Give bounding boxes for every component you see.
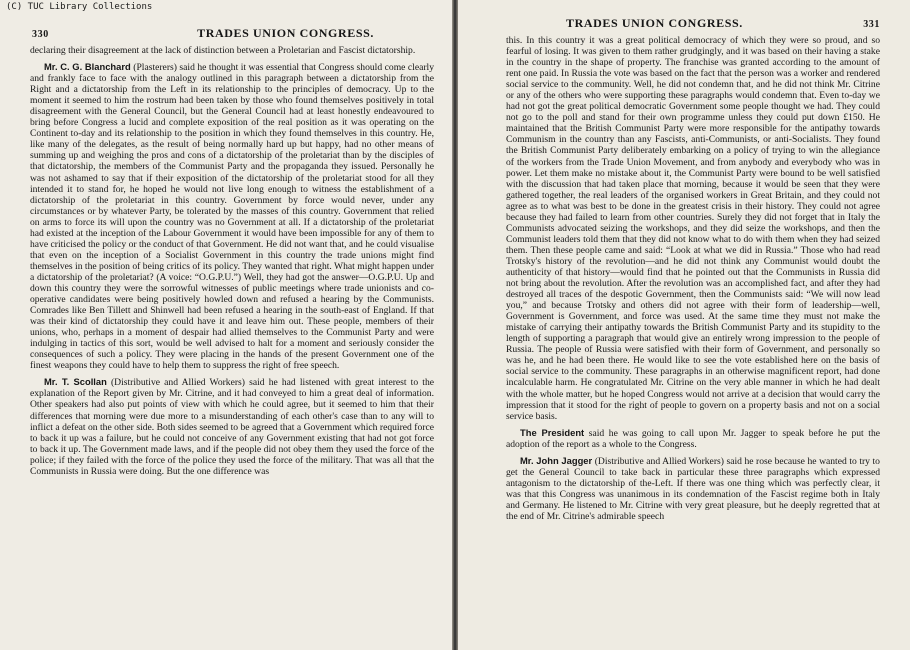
speaker-name: Mr. C. G. Blanchard xyxy=(44,61,131,73)
paragraph xyxy=(506,455,880,522)
paragraph xyxy=(506,35,880,422)
copyright-watermark: (C) TUC Library Collections xyxy=(6,2,153,12)
paragraph-text: (Distributive and Allied Workers) said he had listened with great interest to the explanation of the Report given by Mr. Citrine, and it had conveyed to him a great deal of information. Other speakers had also put points of view with which he could agree, but it seemed to him that their differences that morning were due more to a misunderstanding of each other's case than to any will to inflict a defeat on the other side. Both sides seemed to be agreed that a Government which required force to back it up was a failure, but he could not conceive of any Government existing that had not got force to back it up. The Government made laws, and if the people did not obey them they used the force of the police; if they failed with the force of the police they used the force of the military. That was all that the Communists in Russia were doing. But the one difference was xyxy=(30,377,434,477)
paragraph-text: (Plasterers) said he thought it was essential that Congress should come clearly and frankly face to face with the analogy outlined in this paragraph between a dictatorship from the Right and a dictatorship from the Left in its relationship to the principles of democracy. Up to the moment it seemed to him the rostrum had been taken by those who found themselves positively in total disagreement with the General Council, but the General Council had at least honestly endeavoured to bring before Congress a lucid and complete exposition of the real position as it was operating on the Continent to-day and its relationship to the position in which they found themselves in this country. He, like many of the delegates, as the result of being normally hard up but happy, had no other means of summing up and weighing the pros and cons of a dictatorship of the proletariat than by the disciples of that dictatorship, the members of the Communist Party and the propaganda they issued. Personally he was not ashamed to say that if their exposition of the dictatorship of the proletariat stood for all they intended it to stand for, he hoped he would not live long enough to witness the establishment of a dictatorship of the proletariat in this country. Government by force would never, under any circumstances or by whatever Party, be tolerated by the masses of this country. Government that relied on arms to force its will upon the country was no Government at all. If a dictatorship of the proletariat had existed at the inception of the Labour Government it would have been impossible for any of them to have criticised the policy or the conduct of that Government. He did not want that, and he could visualise that even on the inception of a Socialist Government in this country the trade unions might find themselves in the position of being critics of its policy. They wanted that right. What might happen under a dictatorship of the proletariat? (A voice: “O.G.P.U.”) Well, they had got the answer—O.G.P.U. Up and down this country they were the sorrowful witnesses of public meetings where trade unionists and co-operative candidates were being positively howled down and refused a hearing by the Communists. Comrades like Ben Tillett and Shinwell had been refused a hearing in the south-east of England. If that was their kind of dictatorship they could have it and leave him out. These people, members of their unions, who, perhaps in a moment of despair had allied themselves to the Communist Party and were indulging in tactics of this sort, would be well advised to halt for a moment and seriously consider the consequences of such a policy. They were placing in the hands of the present Government one of the finest weapons they could have to help them to suppress the right of free speech. xyxy=(30,62,434,372)
paragraph-text: (Distributive and Allied Workers) said he rose because he wanted to try to get the General Council to take back in particular these three paragraphs which expressed antagonism to the dictatorship of the-Left. If there was one thing which was perfectly clear, it was that this Congress was unanimous in its condemnation of the Fascist regime both in Italy and Germany. He listened to Mr. Citrine with very great pleasure, but he deeply regretted that at the end of Mr. Citrine's admirable speech xyxy=(506,455,880,522)
left-running-title: TRADES UNION CONGRESS. xyxy=(197,26,374,40)
paragraph xyxy=(30,61,434,371)
speaker-name: Mr. T. Scollan xyxy=(44,376,107,388)
right-running-title: TRADES UNION CONGRESS. xyxy=(566,16,743,30)
right-page-number: 331 xyxy=(863,19,880,30)
left-page xyxy=(0,0,452,650)
speaker-name: Mr. John Jagger xyxy=(520,454,593,466)
paragraph-text: said he was going to call upon Mr. Jagger to speak before he put the adoption of the report as a whole to the Congress. xyxy=(506,427,880,450)
right-page xyxy=(458,0,910,650)
speaker-name: The President xyxy=(520,426,585,438)
paragraph-text: this. In this country it was a great political democracy of which they were so proud, and so fearful of losing. It was given to them rather grudgingly, and it was based on their having a stake in the country in the shape of property. The franchise was granted according to the amount of rent one paid. In Russia the vote was based on the fact that the person was a worker and rendered social service to the community. Well, he did not condemn that, and he did not think Mr. Citrine or any of the others who were supporting these paragraphs would condemn that. Even to-day we had not got the great political democratic Government some people thought we had. They could not go to the poll and stand for their own programme unless they could put down £150. He maintained that the British Communist Party were more responsible for the antipathy towards Communism in the country than any Fascists, anti-Communists, or anti-Socialists. They found the British Communist Party deliberately embarking on a policy of trying to win the allegiance of the workers from the Trade Union Movement, and from anybody and everybody who was in power. Let them make no mistake about it, the Communist Party were bound to be well satisfied with the discussion that had taken place that morning, because it would be seen that they were gathered together, the real leaders of the organised workers in Great Britain, and they could not agree as to what was best to be done in the greatest crisis in their history. They could not agree because they had failed to learn from other countries. Surely they did not forget that in Italy the Communists advocated seizing the workshops, and they did seize the workshops, and then the Communist leaders told them that they did not know what to do with them when they had seized them. Then these people came and said: “Look at what we did in Russia.” Those who had read Trotsky's history of the revolution—and he did not think any Communist would doubt the authenticity of that history—would find that he pointed out that the Communists in Russia did not bring about the revolution. After the revolution was an accomplished fact, and after they had destroyed all traces of the despotic Government, then the Communists said: “We will now lead you,” and because Trotsky and others did not agree with their form of leadership—well, Government is Government, and force was used. At the same time they must not make the mistake of carrying their antipathy towards the British Communist Party and its stupidity to the length of supporting a paragraph that would give an entirely wrong impression to the people of Russia. The people of Russia were satisfied with their form of Government, and personally so was he, and he had been there. He would like to see the vote established here on the basis of social service to the community. These paragraphs in an otherwise magnificent report, had done incalculable harm. He congratulated Mr. Citrine on the very able manner in which he had dealt with the whole matter, but he hoped Congress would not arrive at a decision that would carry the impression that it stood for the right of people to govern on a property basis and not on a social service basis. xyxy=(506,35,880,422)
left-page-number: 330 xyxy=(32,29,49,40)
paragraph-text: declaring their disagreement at the lack of distinction between a Proletarian and Fascist dictatorship. xyxy=(30,45,416,56)
right-running-head xyxy=(506,16,880,31)
left-running-head xyxy=(30,26,434,41)
right-body-text xyxy=(506,35,880,522)
left-body-text xyxy=(30,45,434,477)
paragraph xyxy=(30,376,434,476)
paragraph xyxy=(30,45,434,56)
paragraph xyxy=(506,427,880,450)
